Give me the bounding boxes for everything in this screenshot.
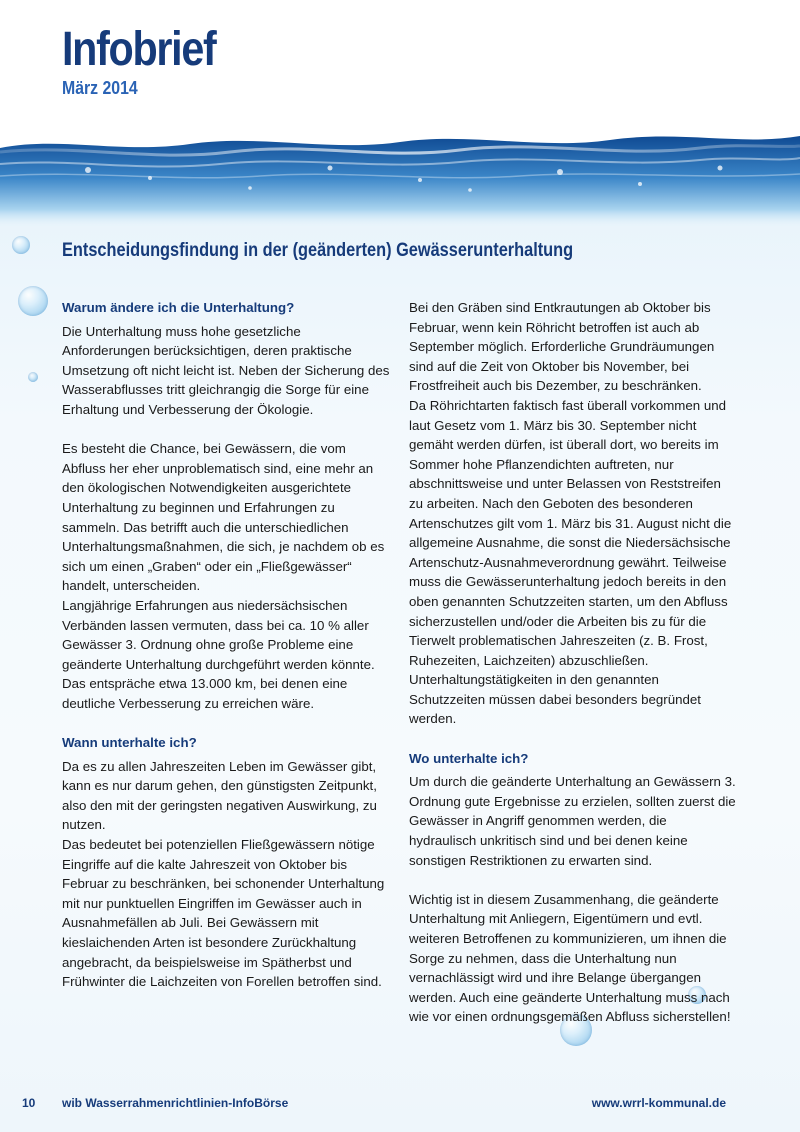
paragraph: Das bedeutet bei potenziellen Fließgewässern nötige Eingriffe auf die kalte Jahreszeit von Oktober bis Februar zu beschränken, bei schonender Unterhaltung mit nur punktuellen Eingriffen im Gewässer auch in Ausnahmefällen ab Juli. Bei Gewässern mit kieslaichenden Arten ist besondere Zurückhaltung angebracht, da beispielsweise im Spätherbst und Frühwinter die Laichzeiten von Forellen betroffen sind.: [62, 837, 385, 990]
paragraph: Die Unterhaltung muss hohe gesetzliche Anforderungen berücksichtigen, deren praktische Umsetzung oft nicht leicht ist. Neben der Sicherung des Wasserabflusses tritt gleichrangig die Sorge für eine Erhaltung und Verbesserung der Ökologie.: [62, 323, 390, 417]
paragraph: Bei den Gräben sind Entkrautungen ab Oktober bis Februar, wenn kein Röhricht betroffen ist auch ab September möglich. Erforderliche Grundräumungen sind auf die Zeit von Oktober bis November, bei Frostfreiheit auch bis Dezember, zu beschränken.: [409, 300, 715, 394]
website-link[interactable]: www.wrrl-kommunal.de: [591, 1096, 726, 1110]
water-bubble: [12, 236, 30, 254]
newsletter-title: Infobrief: [62, 23, 216, 76]
paragraph: Wichtig ist in diesem Zusammenhang, die geänderte Unterhaltung mit Anliegern, Eigentümern und evtl. weiteren Betroffenen zu kommunizieren, um ihnen die Sorge zu nehmen, dass die Unterhaltung nun vernachlässigt wird und ihre Belange übergangen werden. Auch eine geänderte Unterhaltung muss nach wie vor einen ordnungsgemäßen Abfluss sicherstellen!: [409, 891, 731, 1025]
paragraph: Um durch die geänderte Unterhaltung an Gewässern 3. Ordnung gute Ergebnisse zu erzielen, sollten zuerst die Gewässer in Angriff genommen werden, die hydraulisch unkritisch sind und bei denen keine sonstigen Restriktionen zu erwarten sind.: [409, 774, 736, 868]
publication-name: wib Wasserrahmenrichtlinien-InfoBörse: [62, 1096, 289, 1110]
page-number: 10: [22, 1096, 36, 1110]
left-column: [62, 298, 390, 1011]
water-bubble: [28, 372, 38, 382]
paragraph: Es besteht die Chance, bei Gewässern, die vom Abfluss her eher unproblematisch sind, eine mehr an den ökologischen Notwendigkeiten ausgerichtete Unterhaltung zu beginnen und Erfahrungen zu sammeln. Das betrifft auch die unterschiedlichen Unterhaltungsmaßnahmen, die sich, je nachdem ob es sich um einen „Graben“ oder ein „Fließgewässer“ handelt, unterscheiden.: [62, 441, 385, 594]
subheading-where: Wo unterhalte ich?: [409, 750, 529, 766]
subheading-why: Warum ändere ich die Unterhaltung?: [62, 300, 295, 315]
newsletter-date: März 2014: [62, 78, 138, 98]
right-column: [409, 298, 737, 1047]
paragraph: Da es zu allen Jahreszeiten Leben im Gewässer gibt, kann es nur darum gehen, den günstigsten Zeitpunkt, also den mit der geringsten negativen Auswirkung, zu nutzen.: [62, 758, 377, 833]
article-title: Entscheidungsfindung in der (geänderten) Gewässerunterhaltung: [62, 240, 574, 261]
water-surface-banner: [0, 118, 800, 228]
paragraph: Langjährige Erfahrungen aus niedersächsischen Verbänden lassen vermuten, dass bei ca. 10 % aller Gewässer 3. Ordnung ohne große Probleme eine geänderte Unterhaltung durchgeführt werden könnte. Das entspräche etwa 13.000 km, bei denen eine deutliche Verbesserung zu erreichen wäre.: [62, 597, 375, 711]
paragraph: Da Röhrichtarten faktisch fast überall vorkommen und laut Gesetz vom 1. März bis 30. September nicht gemäht werden dürfen, ist überall dort, wo bereits im Sommer hohe Pflanzendichten auftreten, nur abschnittsweise und unter Belassen von Reststreifen zu arbeiten. Nach den Geboten des besonderen Artenschutzes gilt vom 1. März bis 31. August nicht die allgemeine Ausnahme, die sonst die Niedersächsische Artenschutz-Ausnahmeverordnung gewährt. Teilweise muss die Gewässerunterhaltung jedoch bereits in den oben genannten Schutzzeiten starten, um den Abfluss sicherzustellen und/oder die Arbeiten bis zu für die Tierwelt problematischen Jahreszeiten (z. B. Frost, Ruhezeiten, Laichzeiten) abzuschließen. Unterhaltungstätigkeiten in den genannten Schutzzeiten müssen dabei besonders begründet werden.: [409, 397, 732, 727]
subheading-when: Wann unterhalte ich?: [62, 735, 197, 751]
water-bubble: [18, 286, 48, 316]
